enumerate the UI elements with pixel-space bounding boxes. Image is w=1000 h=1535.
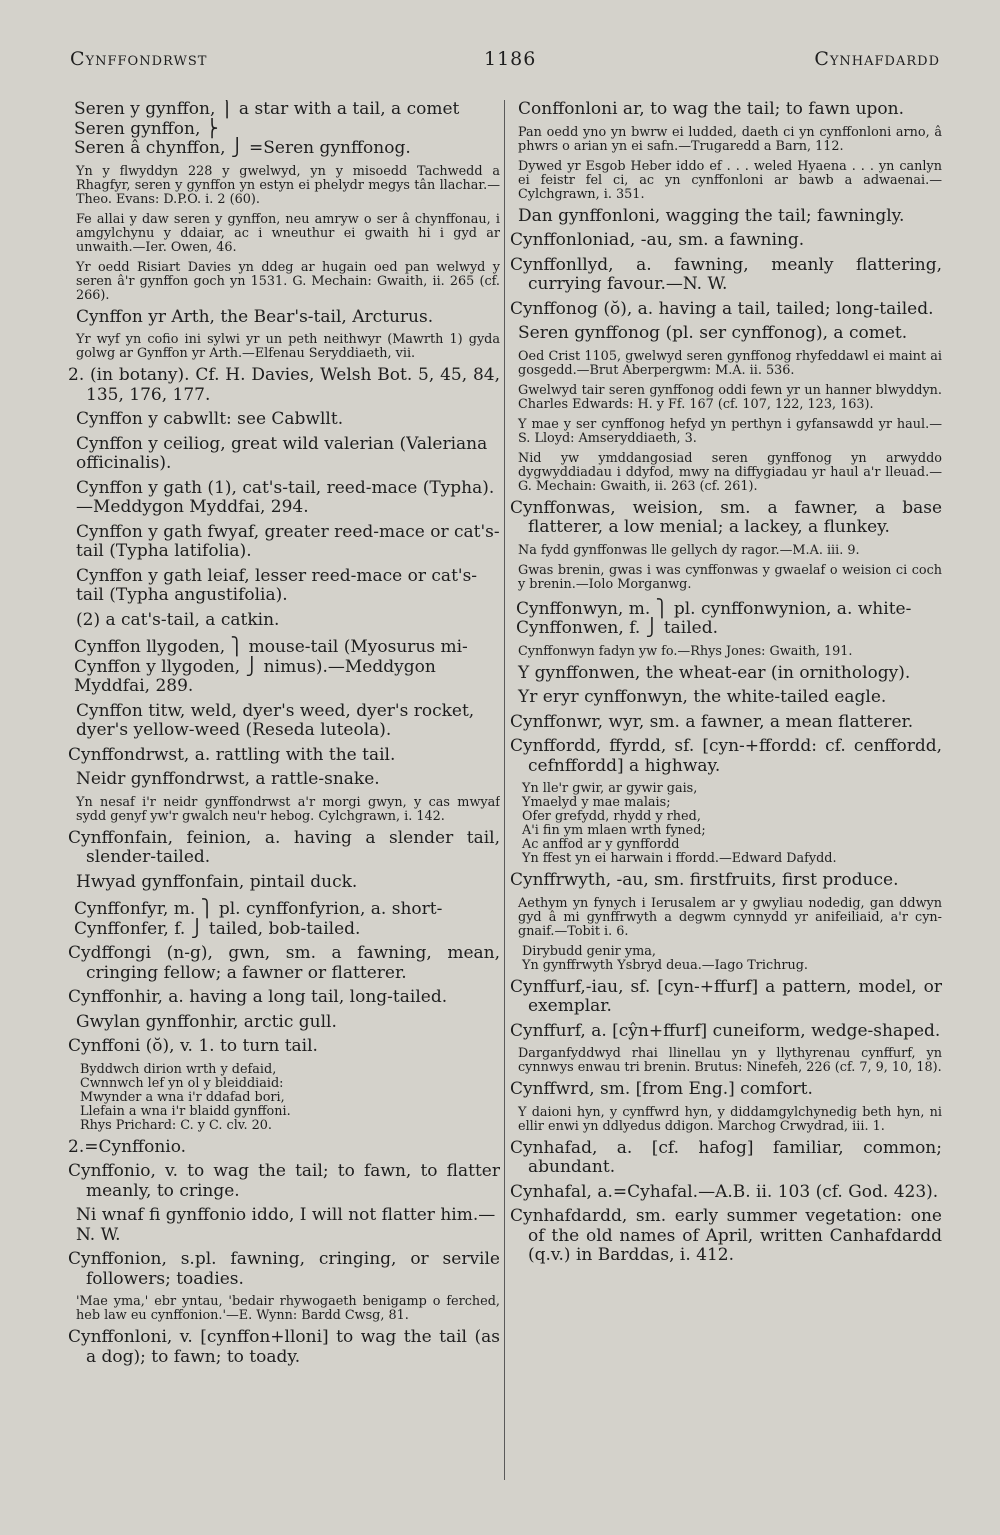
headword-entry: 2. (in botany). Cf. H. Davies, Welsh Bot. 5, 45, 84, 135, 176, 177. xyxy=(68,365,500,405)
headword-entry: Cynffonion, s.pl. fawning, cringing, or servile followers; toadies. xyxy=(68,1249,500,1289)
bracketed-entry: Cynffonwyn, m. ⎫ pl. cynffonwynion, a. white- Cynffonwen, f. ⎭ tailed. xyxy=(516,598,912,638)
quotation: Nid yw ymddangosiad seren gynffonog yn arwyddo dygwyddiadau i ddyfod, mwy na diffygiadau yr haul a'r lleuad.—G. Mechain: Gwaith, ii. 263 (cf. 261). xyxy=(518,450,942,494)
sub-entry: Seren gynffonog (pl. ser cynffonog), a comet. xyxy=(518,323,908,343)
quotation: Aethym yn fynych i Ierusalem ar y gwyliau nodedig, gan ddwyn gyd â mi gynffrwyth a degwm cynnydd yr anifeiliaid, a'r cyn-gnaif.—Tobit i. 6. xyxy=(518,895,942,939)
bracketed-entry: Cynffonfyr, m. ⎫ pl. cynffonfyrion, a. short- Cynffonfer, f. ⎭ tailed, bob-tailed. xyxy=(74,899,443,939)
quotation: Yn nesaf i'r neidr gynffondrwst a'r morgi gwyn, y cas mwyaf sydd genyf yw'r gwalch neu'r hebog. Cylchgrawn, i. 142. xyxy=(76,794,500,824)
headword-entry: Cynffoni (ŏ), v. 1. to turn tail. xyxy=(68,1036,318,1056)
header-right-guideword: Cynhafdardd xyxy=(814,48,940,70)
sub-entry: Cynffon y cabwllt: see Cabwllt. xyxy=(76,409,344,429)
verse-quotation: Dirybudd genir yma, Yn gynffrwyth Ysbryd deua.—Iago Trichrug. xyxy=(522,943,808,973)
page-number: 1186 xyxy=(484,48,537,70)
sub-entry: Cynffon titw, weld, dyer's weed, dyer's rocket, dyer's yellow-weed (Reseda luteola). xyxy=(76,700,475,740)
sub-entry: Neidr gynffondrwst, a rattle-snake. xyxy=(76,769,380,789)
column-divider xyxy=(504,100,505,1480)
headword-entry: Cynhafal, a.=Cyhafal.—A.B. ii. 103 (cf. God. 423). xyxy=(510,1181,939,1202)
sub-entry: Conffonloni ar, to wag the tail; to fawn upon. xyxy=(518,100,904,119)
header-left-guideword: Cynffondrwst xyxy=(70,48,208,70)
sub-entry: Yr eryr cynffonwyn, the white-tailed eagle. xyxy=(518,687,887,707)
headword-entry: Cynffonio, v. to wag the tail; to fawn, to flatter meanly, to cringe. xyxy=(68,1161,500,1201)
quotation: Cynffonwyn fadyn yw fo.—Rhys Jones: Gwaith, 191. xyxy=(518,643,853,659)
headword-entry: Cynffondrwst, a. rattling with the tail. xyxy=(68,744,396,765)
headword-entry: Cynhafdardd, sm. early summer vegetation: one of the old names of April, written Canhafdardd (q.v.) in Barddas, i. 412. xyxy=(510,1206,942,1265)
right-column xyxy=(510,100,942,1266)
quotation: Fe allai y daw seren y gynffon, neu amryw o ser â chynffonau, i amgylchynu y ddaiar, ac i wneuthur ei gwaith hi i gyd ar unwaith.—Ier. Owen, 46. xyxy=(76,211,500,255)
bracketed-entry: Cynffon llygoden, ⎫ mouse-tail (Myosurus mi- Cynffon y llygoden, ⎭ nimus).—Meddygon Myddfai, 289. xyxy=(74,637,468,696)
headword-entry: Cynhafad, a. [cf. hafog] familiar, common; abundant. xyxy=(510,1137,942,1177)
quotation: 'Mae yma,' ebr yntau, 'bedair rhywogaeth benigamp o ferched, heb law eu cynffonion.'—E. Wynn: Bardd Cwsg, 81. xyxy=(76,1294,500,1323)
headword-entry: Cynffonloni, v. [cynffon+lloni] to wag the tail (as a dog); to fawn; to toady. xyxy=(68,1327,500,1367)
sub-entry: Y gynffonwen, the wheat-ear (in ornithology). xyxy=(518,662,911,683)
headword-entry: Cynffwrd, sm. [from Eng.] comfort. xyxy=(510,1079,813,1099)
quotation: Dywed yr Esgob Heber iddo ef . . . weled Hyaena . . . yn canlyn ei feistr fel ci, ac yn cynffonloni ar bawb a adwaenai.—Cylchgrawn, i. 351. xyxy=(518,158,942,202)
sub-entry: Cynffon yr Arth, the Bear's-tail, Arcturus. xyxy=(76,306,434,327)
headword-entry: Cynffordd, ffyrdd, sf. [cyn-+ffordd: cf. cenffordd, cefnffordd] a highway. xyxy=(510,736,942,776)
sub-entry: Cynffon y gath (1), cat's-tail, reed-mace (Typha). —Meddygon Myddfai, 294. xyxy=(76,477,495,517)
headword-entry: Cynffurf, a. [cŷn+ffurf] cuneiform, wedge-shaped. xyxy=(510,1020,941,1041)
quotation: Gwas brenin, gwas i was cynffonwas y gwaelaf o weision ci coch y brenin.—Iolo Morganwg. xyxy=(518,562,942,592)
headword-entry: Cydffongi (n-g), gwn, sm. a fawning, mean, cringing fellow; a fawner or flatterer. xyxy=(68,943,500,983)
quotation: Gwelwyd tair seren gynffonog oddi fewn yr un hanner blwyddyn. Charles Edwards: H. y Ff. 167 (cf. 107, 122, 123, 163). xyxy=(518,382,942,412)
sub-entry: (2) a cat's-tail, a catkin. xyxy=(76,609,280,630)
headword-entry: Cynffonog (ŏ), a. having a tail, tailed; long-tailed. xyxy=(510,298,934,319)
sub-entry: Cynffon y gath leiaf, lesser reed-mace or cat's-tail (Typha angustifolia). xyxy=(76,565,478,605)
headword-entry: Cynffonfain, feinion, a. having a slender tail, slender-tailed. xyxy=(68,827,500,867)
headword-entry: Cynffrwyth, -au, sm. firstfruits, first produce. xyxy=(510,870,899,890)
page-header xyxy=(70,48,940,78)
verse-quotation: Byddwch dirion wrth y defaid, Cwnnwch lef yn ol y bleiddiaid: Mwynder a wna i'r ddafad bori, Llefain a wna i'r blaidd gynffoni. Rhys Prichard: C. y C. clv. 20. xyxy=(80,1061,291,1133)
sub-entry: Cynffon y gath fwyaf, greater reed-mace or cat's-tail (Typha latifolia). xyxy=(76,521,500,561)
quotation: Y mae y ser cynffonog hefyd yn perthyn i gyfansawdd yr haul.—S. Lloyd: Amseryddiaeth, 3. xyxy=(518,416,942,446)
headword-entry: Cynffonwr, wyr, sm. a fawner, a mean flatterer. xyxy=(510,711,914,732)
sub-entry: Hwyad gynffonfain, pintail duck. xyxy=(76,871,358,892)
sub-entry: Dan gynffonloni, wagging the tail; fawningly. xyxy=(518,205,905,226)
headword-entry: Cynffonhir, a. having a long tail, long-tailed. xyxy=(68,987,448,1007)
headword-entry: 2.=Cynffonio. xyxy=(68,1136,187,1157)
quotation: Yr wyf yn cofio ini sylwi yr un peth neithwyr (Mawrth 1) gyda golwg ar Gynffon yr Arth.—Elfenau Seryddiaeth, vii. xyxy=(76,332,500,361)
quotation: Yn y flwyddyn 228 y gwelwyd, yn y misoedd Tachwedd a Rhagfyr, seren y gynffon yn estyn ei phelydr megys tân llachar.—Theo. Evans: D.P.O. i. 2 (60). xyxy=(76,163,500,207)
quotation: Y daioni hyn, y cynffwrd hyn, y diddamgylchynedig beth hyn, ni ellir enwi yn ddlyedus ddigon. Marchog Crwydrad, iii. 1. xyxy=(518,1104,942,1134)
headword-entry: Cynffurf,-iau, sf. [cyn-+ffurf] a pattern, model, or exemplar. xyxy=(510,976,942,1016)
quotation: Darganfyddwyd rhai llinellau yn y llythyrenau cynffurf, yn cynnwys enwau tri brenin. Brutus: Ninefeh, 226 (cf. 7, 9, 10, 18). xyxy=(518,1046,942,1075)
sub-entry: Cynffon y ceiliog, great wild valerian (Valeriana officinalis). xyxy=(76,433,488,473)
headword-entry: Cynffonllyd, a. fawning, meanly flattering, currying favour.—N. W. xyxy=(510,254,942,294)
quotation: Yr oedd Risiart Davies yn ddeg ar hugain oed pan welwyd y seren â'r gynffon goch yn 1531. G. Mechain: Gwaith, ii. 265 (cf. 266). xyxy=(76,259,500,303)
quotation: Na fydd gynffonwas lle gellych dy ragor.—M.A. iii. 9. xyxy=(518,542,860,558)
quotation: Oed Crist 1105, gwelwyd seren gynffonog rhyfeddawl ei maint ai gosgedd.—Brut Aberpergwm: M.A. ii. 536. xyxy=(518,348,942,378)
sub-entry: Ni wnaf fi gynffonio iddo, I will not flatter him.—N. W. xyxy=(76,1205,496,1245)
left-column xyxy=(68,100,500,1367)
headword-entry: Cynffonwas, weision, sm. a fawner, a base flatterer, a low menial; a lackey, a flunkey. xyxy=(510,497,942,537)
bracketed-entry: Seren y gynffon, ⎫ a star with a tail, a comet Seren gynffon, ⎬ Seren â chynffon, ⎭ =Seren gynffonog. xyxy=(74,100,460,158)
sub-entry: Gwylan gynffonhir, arctic gull. xyxy=(76,1011,337,1032)
headword-entry: Cynffonloniad, -au, sm. a fawning. xyxy=(510,230,805,250)
quotation: Pan oedd yno yn bwrw ei ludded, daeth ci yn cynffonloni arno, â phwrs o arian yn ei safn.—Trugaredd a Barn, 112. xyxy=(518,124,942,154)
verse-quotation: Yn lle'r gwir, ar gywir gais, Ymaelyd y mae malais; Ofer grefydd, rhydd y rhed, A'i fin ym mlaen wrth fyned; Ac anffod ar y gynffordd Yn ffest yn ei harwain i ffordd.—Edward Dafydd. xyxy=(522,781,837,866)
